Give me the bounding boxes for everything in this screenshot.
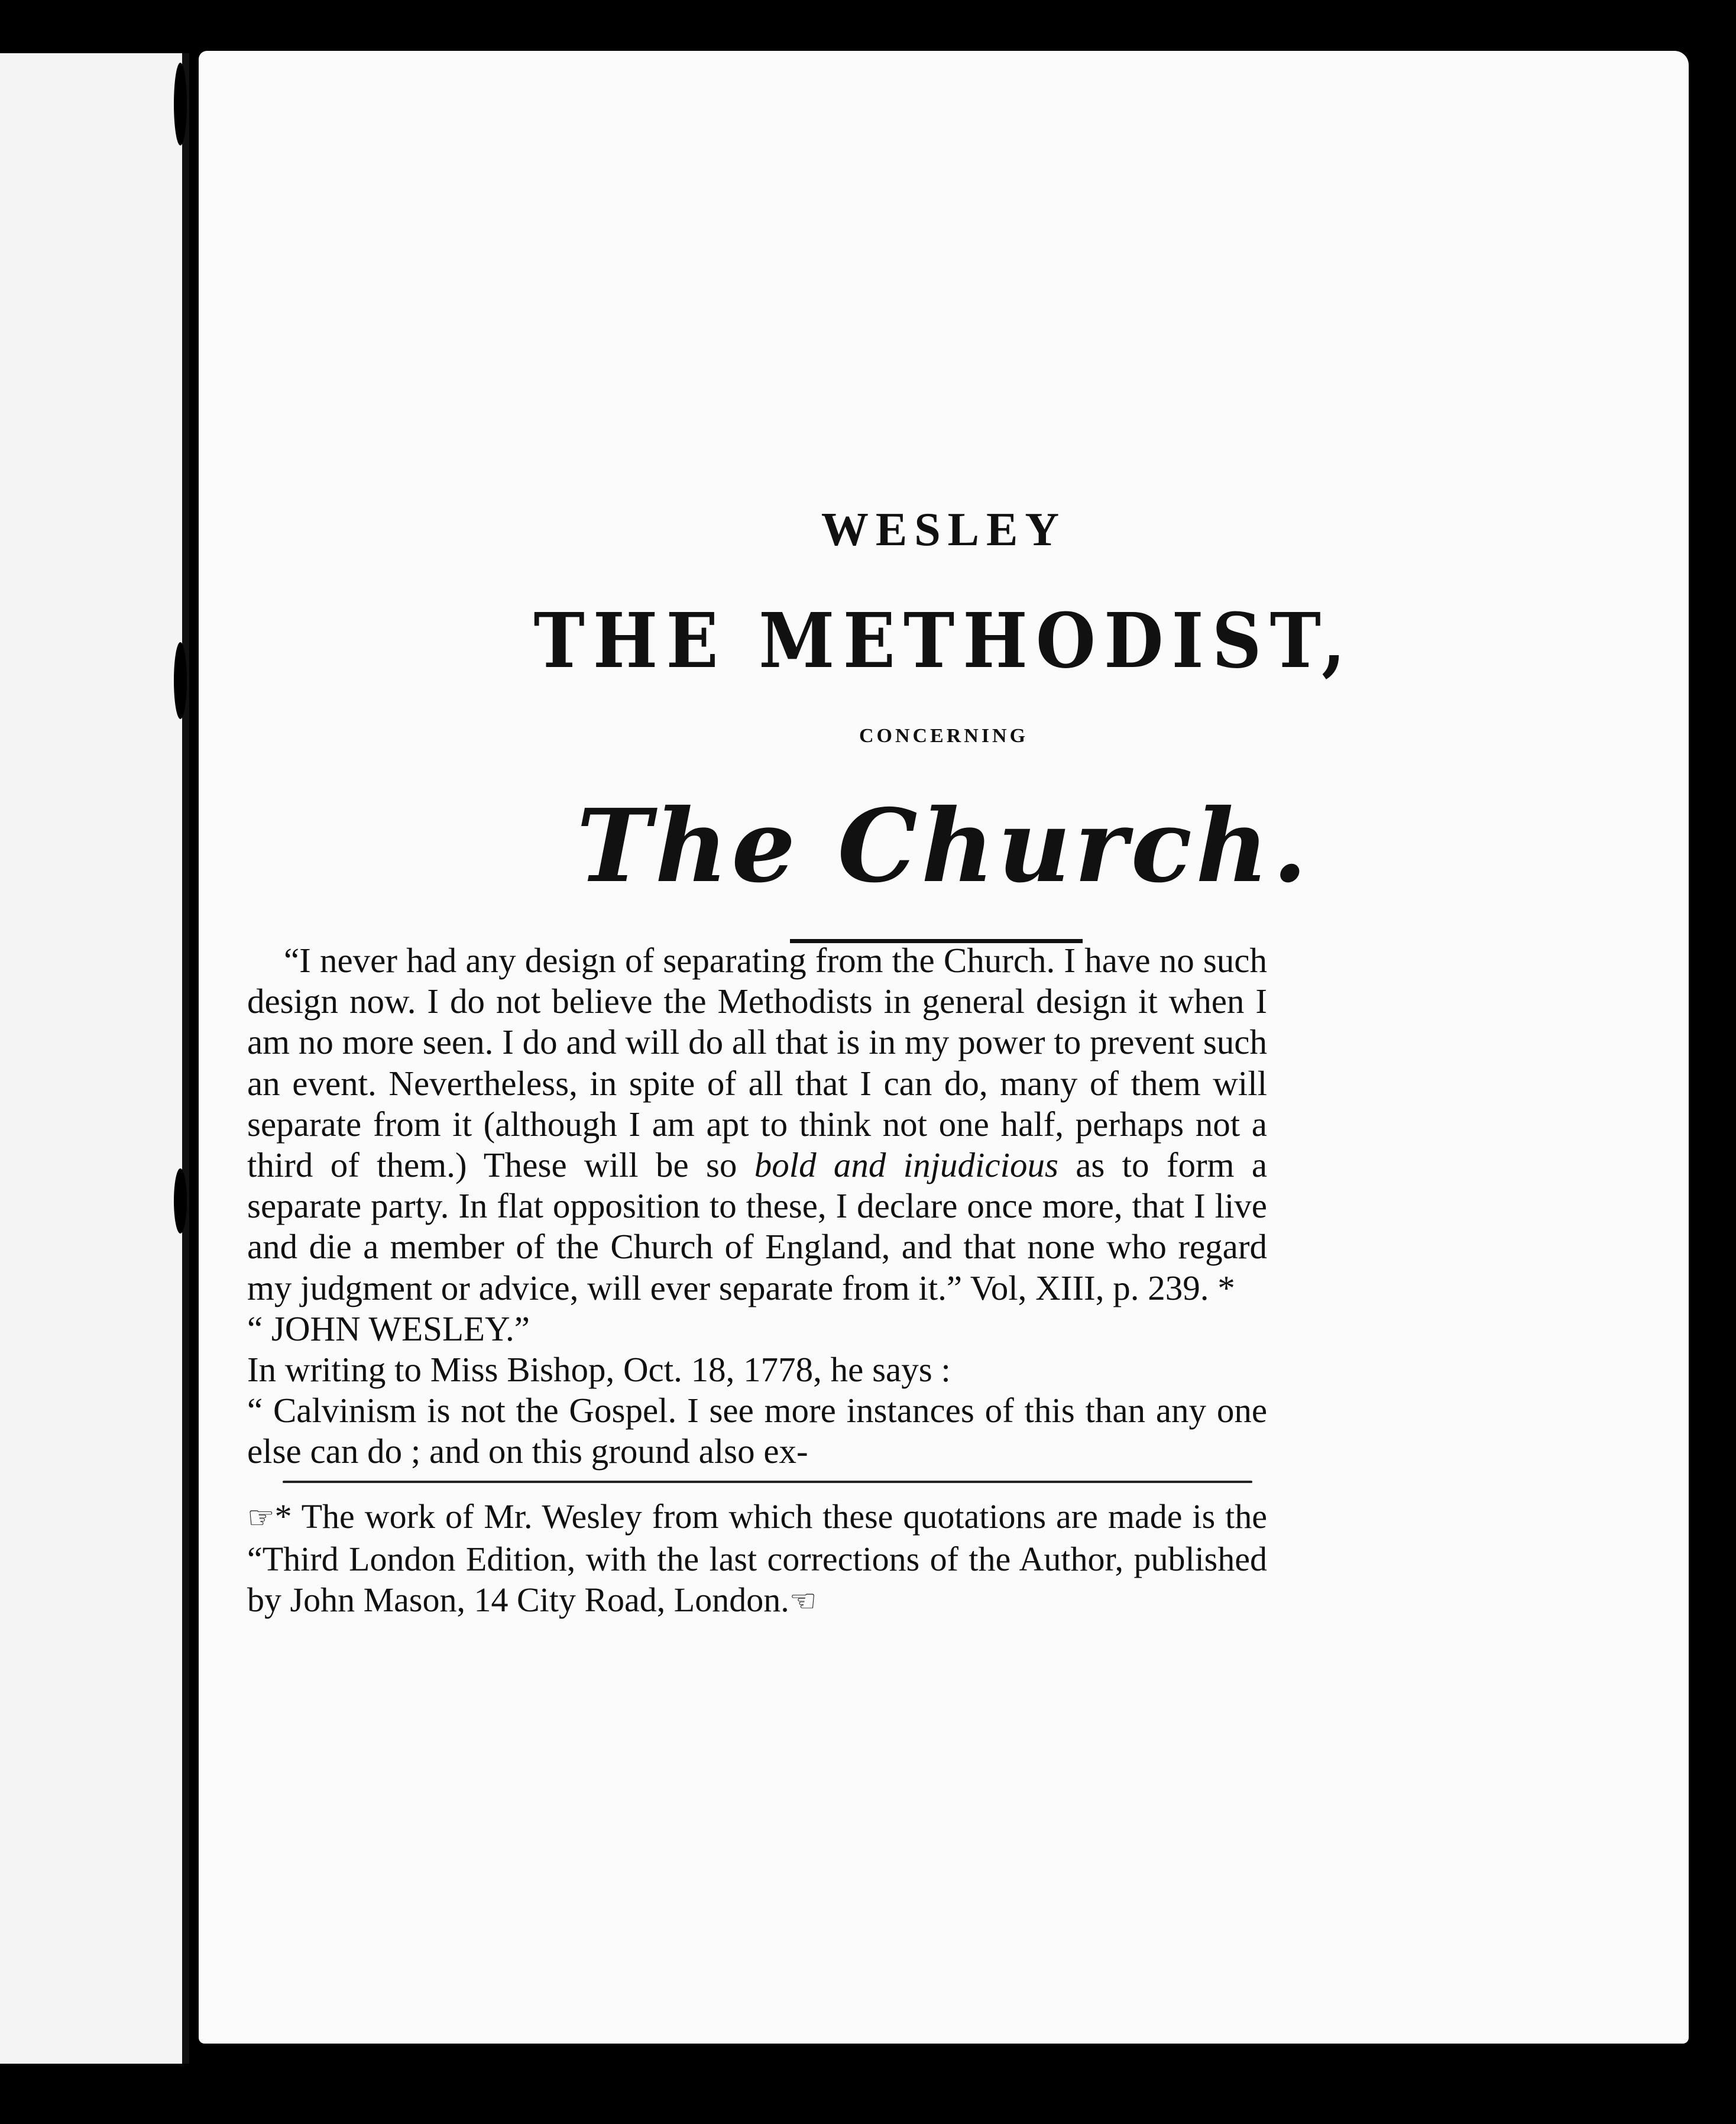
previous-page-edge xyxy=(0,53,189,2064)
title-the-church: The Church. xyxy=(576,787,1311,905)
quote-signature: “ JOHN WESLEY.” xyxy=(247,1309,530,1348)
wesley-quote xyxy=(247,940,1267,1309)
footnote-star: * xyxy=(274,1497,302,1536)
title-concerning: CONCERNING xyxy=(859,725,1029,747)
quote-italic: bold and injudicious xyxy=(754,1145,1058,1185)
footnote-divider xyxy=(283,1481,1252,1483)
binding-mark xyxy=(174,63,187,145)
pointing-hand-left-icon: ☜ xyxy=(789,1583,817,1619)
title-the-methodist: THE METHODIST, xyxy=(533,597,1354,685)
footnote-text: The work of Mr. Wesley from which these quotations are made is the “Third London Edition, with the last corrections of the Author, published by John Mason, 14 City Road, London. xyxy=(247,1497,1268,1619)
binding-mark xyxy=(174,642,187,719)
letter-text: “ Calvinism is not the Gospel. I see more instances of this than any one else can do ; and on this ground also ex- xyxy=(247,1391,1267,1471)
letter-intro: In writing to Miss Bishop, Oct. 18, 1778, he says : xyxy=(247,1350,951,1390)
quote-text: “I never had any design of separating from the Church. I have no such design now. I do not believe the Methodists in general design it when I am no more seen. I do and will do all that is in my power to prevent such an event. Nevertheless, in spite of all that I can do, many of them will separate from it (although I am apt to think not one half, perhaps not a third of them.) These will be so xyxy=(247,941,1267,1185)
title-wesley: WESLEY xyxy=(821,504,1067,556)
quote-text-end: as to form a separate party. In flat opposition to these, I declare once more, that I live and die a member of the Church of England, and that none who regard my judgment or advice, will ever separate from it.” Vol, XIII, p. 239. * xyxy=(247,1145,1268,1307)
pointing-hand-right-icon: ☞ xyxy=(247,1500,275,1536)
page-body xyxy=(247,940,1267,1622)
binding-mark xyxy=(174,1168,187,1233)
footnote xyxy=(247,1496,1267,1622)
